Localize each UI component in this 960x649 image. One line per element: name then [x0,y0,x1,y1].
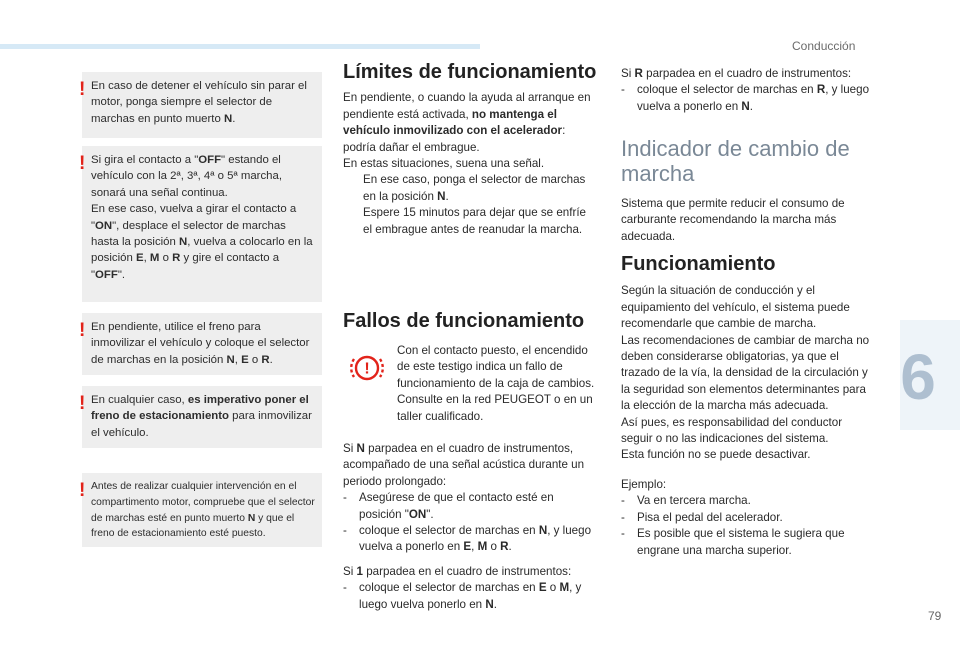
warning-exclamation-icon: ! [79,320,86,341]
fallos-paragraph: Si 1 parpadea en el cuadro de instrumentos: [343,564,572,578]
warning-text: En cualquier caso, es imperativo poner el freno de estacionamiento para inmovilizar el vehículo. [91,394,312,439]
limites-heading: Límites de funcionamiento [343,61,597,83]
functioning-heading: Funcionamiento [621,253,776,275]
reverse-blink-section [621,66,871,115]
fallos-dash-item: - coloque el selector de marchas en N, y luego vuelva a ponerlo en E, M o R. [343,524,592,554]
warning-text: Si gira el contacto a "OFF" estando el vehículo con la 2ª, 3ª, 4ª o 5ª marcha, sonará una señal continua. [91,154,282,199]
warning-box-neutral [79,72,322,138]
limites-paragraph: En pendiente, o cuando la ayuda al arranque en pendiente está activada, no mantenga el vehículo inmovilizado con el acelerador: podría dañar el embrague. [343,91,591,154]
warning-exclamation-icon: ! [79,393,86,414]
warning-box-parking-brake [79,386,322,448]
gear-indicator-description: Sistema que permite reducir el consumo de carburante recomendando la marcha más adecuada. [621,197,845,243]
functioning-section [621,253,871,559]
fallos-paragraph: Si N parpadea en el cuadro de instrumentos, acompañado de una señal acústica durante un periodo prolongado: [343,442,585,488]
example-label: Ejemplo: [621,477,667,491]
warning-text: Antes de realizar cualquier intervención en el compartimento motor, compruebe que el selector de marchas esté en punto muerto N y que el freno de estacionamiento esté puesto. [91,481,315,540]
gear-indicator-section [621,136,871,245]
fallos-warning-text [397,343,597,425]
warning-text: En ese caso, vuelva a girar el contacto a "ON", desplace el selector de marchas hasta la posición N, vuelva a colocarlo en la posición E, M o R y gire el contacto a "OFF". [91,203,313,281]
svg-text:!: ! [364,360,370,378]
functioning-paragraph: Las recomendaciones de cambiar de marcha no deben considerarse obligatorias, ya que el trazado de la vía, la densidad de la circulación y la seguridad son elementos determinantes para la elección de la marcha más adecuada. [621,333,870,413]
gear-indicator-heading: Indicador de cambio de marcha [621,136,850,186]
warning-exclamation-icon: ! [79,480,86,501]
fallos-section [343,310,597,332]
section-title: Conducción [792,39,856,53]
example-item: - Es posible que el sistema le sugiera que engrane una marcha superior. [621,527,845,557]
header-bar [0,44,480,49]
gearbox-fault-warning-icon [348,351,386,385]
fallos-dash-item: - Asegúrese de que el contacto esté en posición "ON". [343,491,554,521]
example-item: - Va en tercera marcha. [621,494,751,508]
limites-bullet: En ese caso, ponga el selector de marchas en la posición N. [363,173,586,203]
fallos-details [343,441,597,613]
warning-box-engine [79,473,322,547]
warning-text: En pendiente, utilice el freno para inmovilizar el vehículo y coloque el selector de marchas en la posición N, E o R. [91,321,310,366]
warning-text: En caso de detener el vehículo sin parar el motor, ponga siempre el selector de marchas en punto muerto N. [91,80,307,125]
fallos-paragraph: Con el contacto puesto, el encendido de este testigo indica un fallo de funcionamiento de la caja de cambios. [397,344,595,390]
example-item: - Pisa el pedal del acelerador. [621,510,783,524]
warning-exclamation-icon: ! [79,79,86,100]
warning-exclamation-icon: ! [79,153,86,174]
page-number: 79 [928,609,942,623]
fallos-paragraph: Consulte en la red PEUGEOT o en un taller cualificado. [397,393,593,423]
functioning-paragraph: Esta función no se puede desactivar. [621,448,811,462]
functioning-paragraph: Según la situación de conducción y el equipamiento del vehículo, el sistema puede recomendarle que cambie de marcha. [621,284,850,331]
warning-box-slope [79,313,322,375]
limites-paragraph: En estas situaciones, suena una señal. [343,157,545,171]
right-dash-item: - coloque el selector de marchas en R, y luego vuelva a ponerlo en N. [621,83,870,113]
limites-bullet: Espere 15 minutos para dejar que se enfríe el embrague antes de reanudar la marcha. [363,206,586,236]
right-paragraph: Si R parpadea en el cuadro de instrumentos: [621,67,852,80]
fallos-heading: Fallos de funcionamiento [343,310,585,332]
functioning-paragraph: Así pues, es responsabilidad del conductor seguir o no las indicaciones del sistema. [621,415,843,446]
limites-section [343,61,597,238]
warning-box-off [79,146,322,302]
chapter-number: 6 [900,341,936,413]
fallos-dash-item: - coloque el selector de marchas en E o M, y luego vuelva ponerlo en N. [343,581,582,611]
